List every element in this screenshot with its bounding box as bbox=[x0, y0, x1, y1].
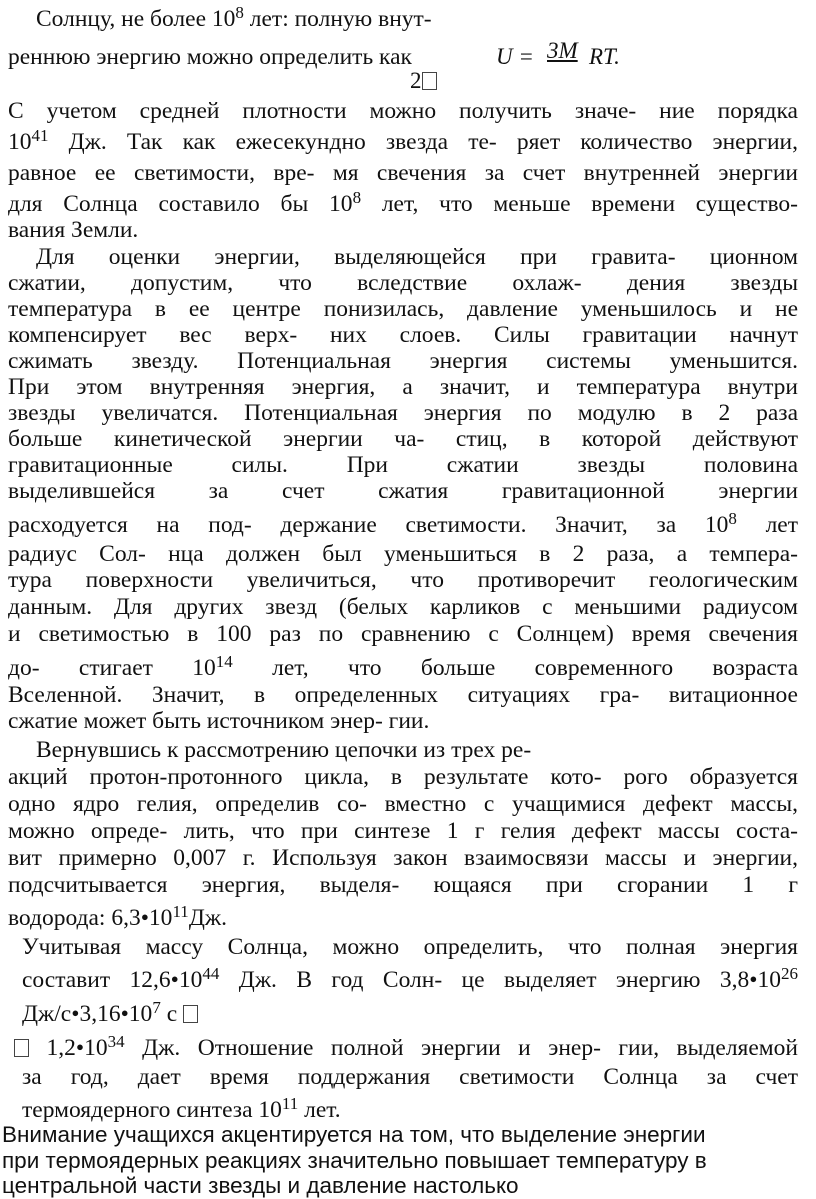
text-line-41: центральной части звезды и давление настолько bbox=[2, 1173, 519, 1198]
text-line-15: больше кинетической энергии ча- стиц, в которой действуют bbox=[8, 426, 798, 452]
text-line-23: до- стигает $10^{14}$ лет, что больше современного возраста bbox=[8, 652, 798, 681]
text-line-19: радиус Сол- нца должен был уменьшиться в 2 раза, а темпера- bbox=[8, 541, 798, 567]
formula-lhs: U = bbox=[496, 44, 534, 69]
text-line-30: вит примерно 0,007 г. Используя закон взаимосвязи массы и энергии, bbox=[8, 845, 798, 871]
text-line-2: реннюю энергию можно определить как bbox=[8, 44, 412, 70]
text-line-39: Внимание учащихся акцентируется на том, что выделение энергии bbox=[2, 1122, 706, 1147]
text-line-7: вания Земли. bbox=[8, 217, 139, 243]
text-line-12: сжимать звезду. Потенциальная энергия системы уменьшится. bbox=[8, 348, 798, 374]
text-line-14: звезды увеличатся. Потенциальная энергия по модулю в 2 раза bbox=[8, 400, 798, 426]
missing-glyph-icon bbox=[422, 72, 437, 90]
text-line-32: водорода: $6,3•10^{11}Дж$. bbox=[8, 902, 227, 931]
text-line-18: расходуется на под- держание светимости. Значит, за $10^8$ лет bbox=[8, 509, 798, 538]
text-line-25: сжатие может быть источником энер- гии. bbox=[8, 708, 430, 734]
missing-glyph-icon bbox=[183, 1005, 198, 1023]
text-line-33: Учитывая массу Солнца, можно определить, что полная энергия bbox=[22, 934, 798, 960]
text-line-13: При этом внутренняя энергия, а значит, и температура внутри bbox=[8, 374, 798, 400]
text-line-27: акций протон-протонного цикла, в результате кото- рого образуется bbox=[8, 764, 798, 790]
text-line-16: гравитационные силы. При сжатии звезды половина bbox=[8, 452, 798, 478]
text-line-38: термоядерного синтеза $10^{11}$ лет. bbox=[22, 1094, 341, 1123]
text-line-21: данным. Для других звезд (белых карликов с меньшими радиусом bbox=[8, 594, 798, 620]
text-line-29: можно опреде- лить, что при синтезе 1 г гелия дефект массы соста- bbox=[8, 818, 798, 844]
text-line-37: за год, дает время поддержания светимости Солнца за счет bbox=[22, 1064, 798, 1090]
text-line-36: $1,2•10^{34}$ Дж. Отношение полной энергии и энер- гии, выделяемой bbox=[14, 1035, 798, 1062]
formula-denominator: 2 bbox=[410, 68, 437, 94]
text-line-20: тура поверхности увеличиться, что противоречит геологическим bbox=[8, 567, 798, 593]
text-line-3: С учетом средней плотности можно получить значе- ние порядка bbox=[8, 98, 798, 124]
text-line-4: $10^{41}$ Дж. Так как ежесекундно звезда те- ряет количество энергии, bbox=[8, 126, 798, 155]
text-line-28: одно ядро гелия, определив со- вместно с учащимися дефект массы, bbox=[8, 791, 798, 817]
text-line-35: $Дж/с•3,16•10^7$ с bbox=[22, 1001, 198, 1028]
text-line-34: составит $12,6•10^{44}$ Дж. В год Солн- це выделяет энергию $3,8•10^{26}$ bbox=[22, 964, 798, 993]
text-line-8: Для оценки энергии, выделяющейся при гравита- ционном bbox=[36, 244, 798, 270]
text-line-10: температура в ее центре понизилась, давление уменьшилось и не bbox=[8, 296, 798, 322]
text-line-11: компенсирует вес верх- них слоев. Силы гравитации начнут bbox=[8, 322, 798, 348]
text-line-26: Вернувшись к рассмотрению цепочки из трех ре- bbox=[36, 737, 532, 763]
text-line-9: сжатии, допустим, что вследствие охлаж- дения звезды bbox=[8, 270, 798, 296]
text-line-31: подсчитывается энергия, выделя- ющаяся при сгорании 1 г bbox=[8, 872, 798, 898]
text-line-40: при термоядерных реакциях значительно повышает температуру в bbox=[2, 1148, 707, 1173]
text-line-5: равное ее светимости, вре- мя свечения за счет внутренней энергии bbox=[8, 160, 798, 186]
text-line-22: и светимостью в 100 раз по сравнению с Солнцем) время свечения bbox=[8, 621, 798, 647]
formula-rhs: RT. bbox=[589, 44, 620, 69]
text-line-17: выделившейся за счет сжатия гравитационной энергии bbox=[8, 478, 798, 504]
missing-glyph-icon bbox=[14, 1039, 29, 1057]
text-line-24: Вселенной. Значит, в определенных ситуациях гра- витационное bbox=[8, 682, 798, 708]
formula-numerator: 3M bbox=[547, 38, 578, 63]
text-line-6: для Солнца составило бы $10^8$ лет, что меньше времени существо- bbox=[8, 188, 798, 217]
text-line-1: Солнцу, не более $10^8$ лет: полную внут- bbox=[36, 3, 432, 32]
